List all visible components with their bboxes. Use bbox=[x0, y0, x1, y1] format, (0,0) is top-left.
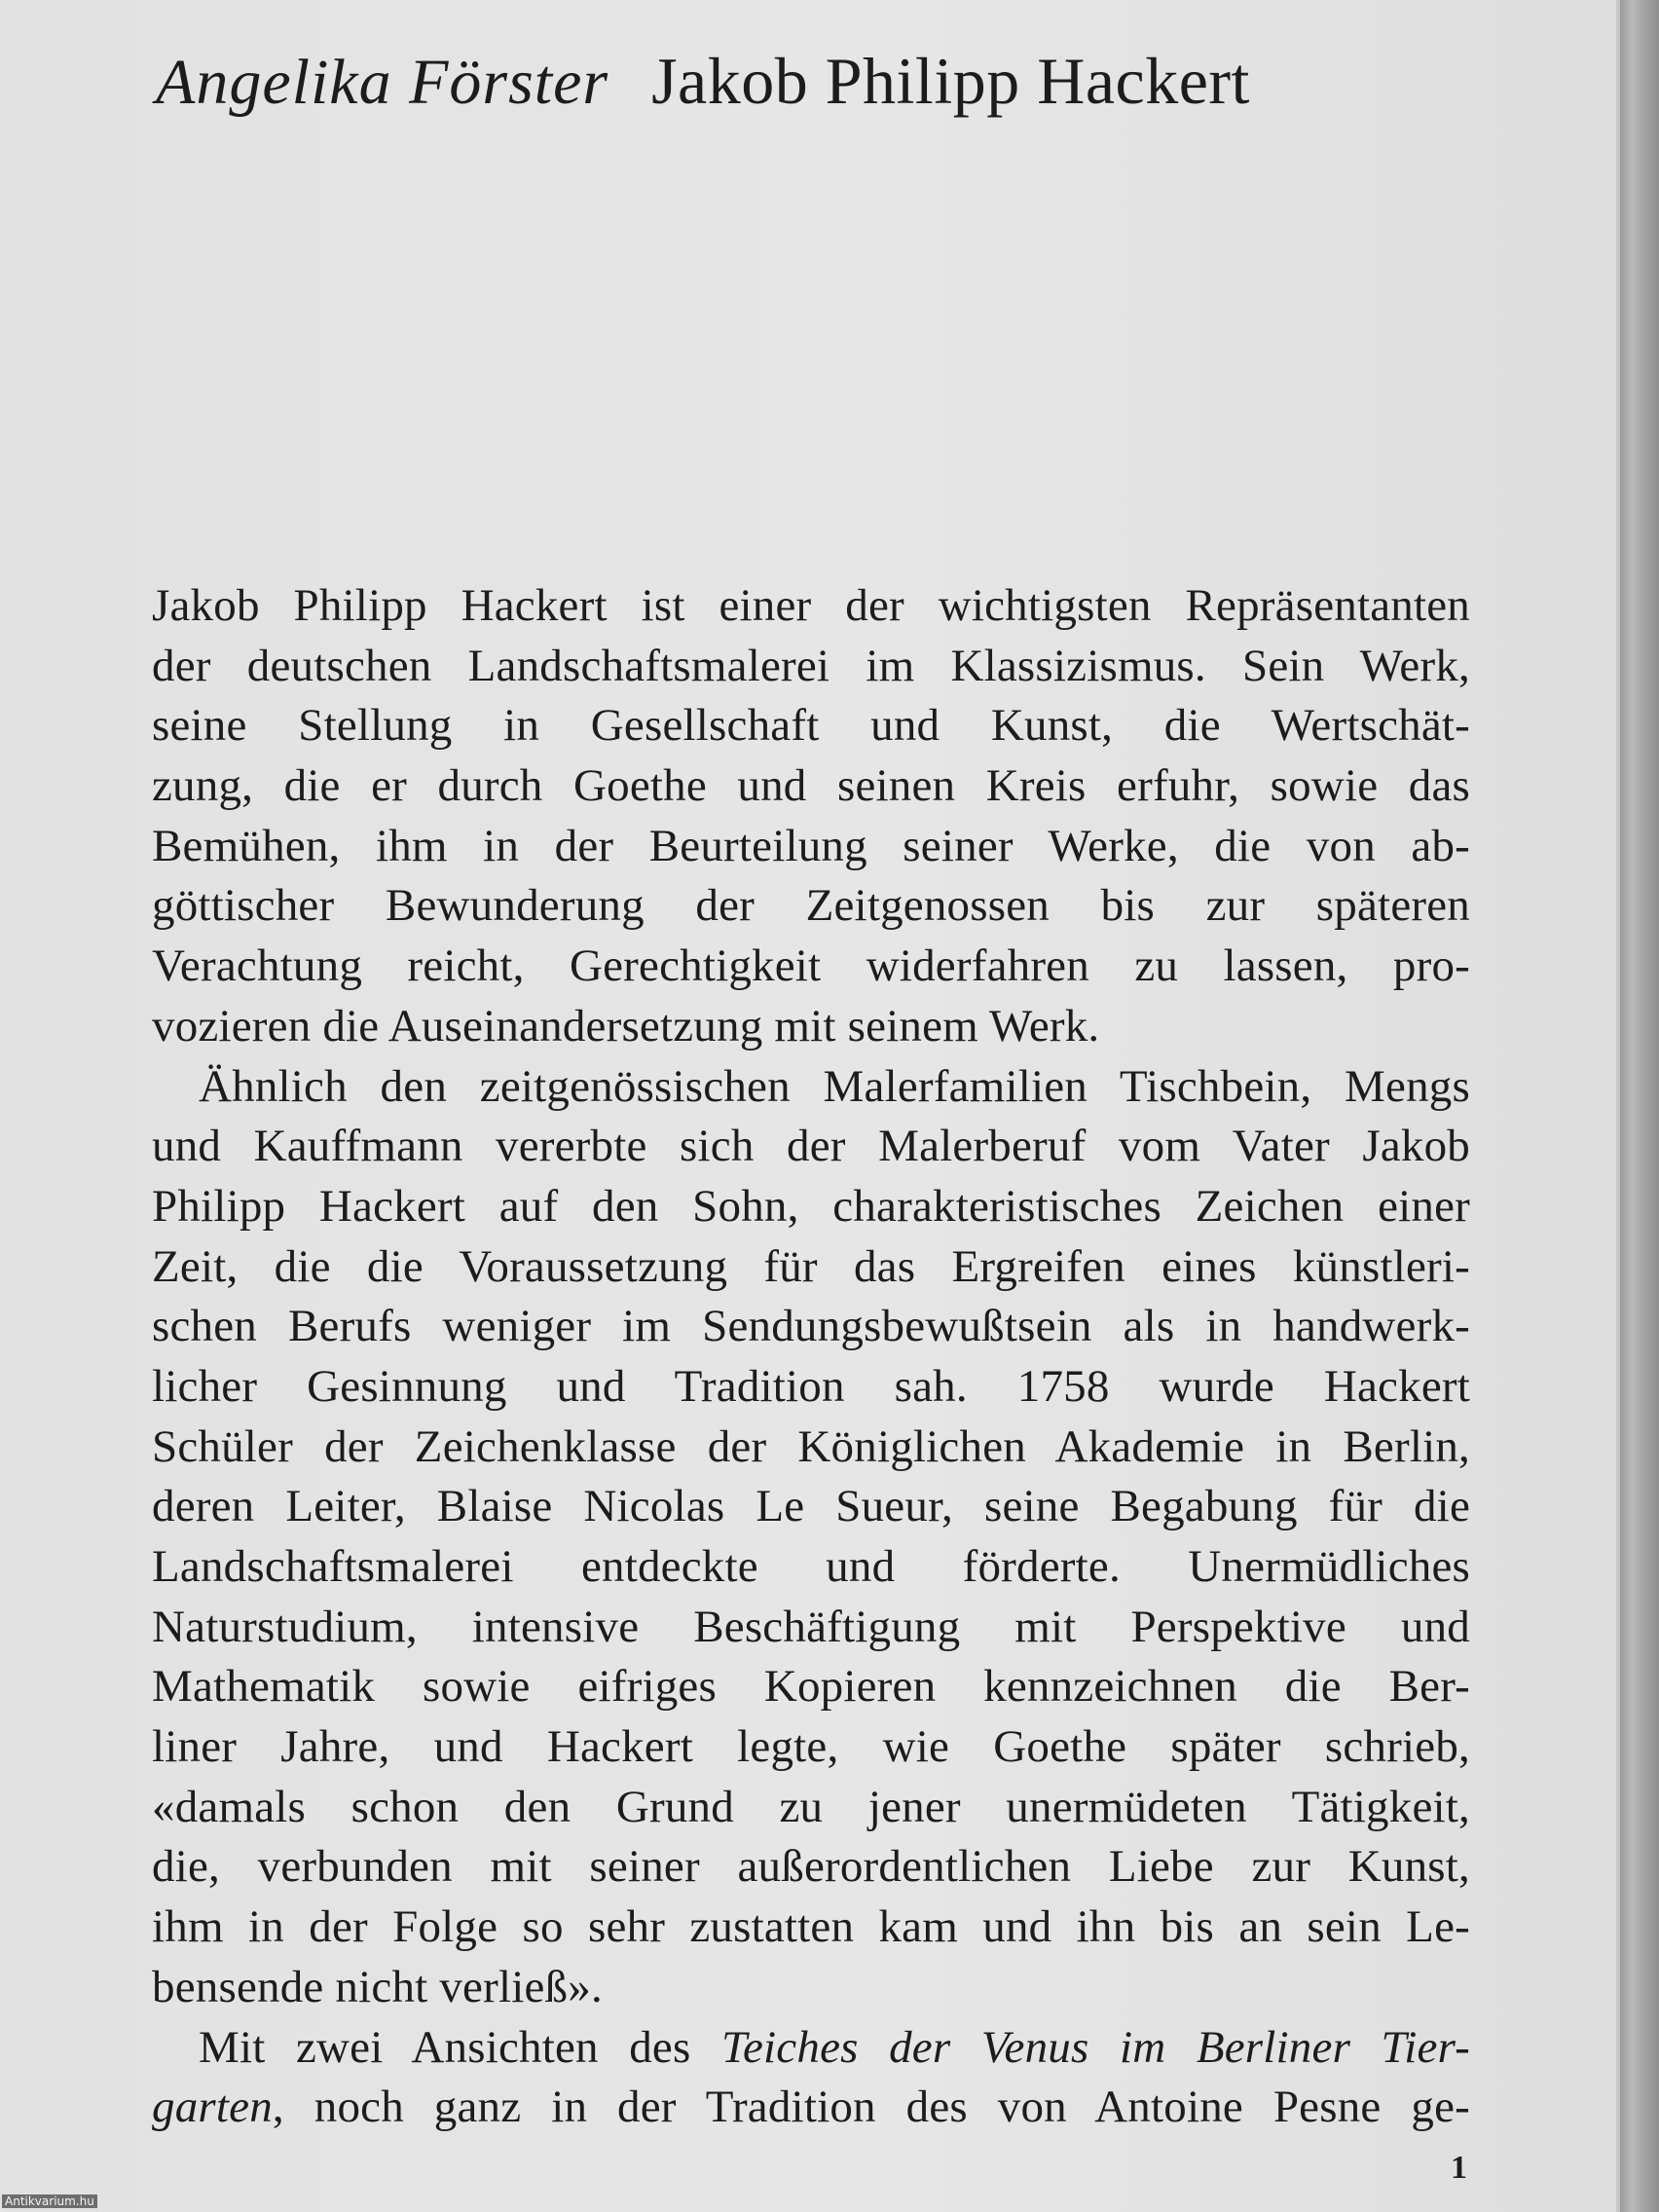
line-text: Philipp Hackert auf den Sohn, charakteristisches Zeichen einer bbox=[152, 1180, 1470, 1232]
text-line bbox=[152, 997, 1470, 1057]
text-line bbox=[152, 937, 1470, 997]
text-line bbox=[152, 1657, 1470, 1717]
line-text: «damals schon den Grund zu jener unermüdeten Tätigkeit, bbox=[152, 1781, 1470, 1832]
text-line bbox=[152, 1117, 1470, 1177]
text-line bbox=[152, 637, 1470, 697]
text-line bbox=[152, 2018, 1470, 2079]
line-text: Bemühen, ihm in der Beurteilung seiner Werke, die von ab- bbox=[152, 820, 1470, 871]
line-text: Mathematik sowie eifriges Kopieren kennzeichnen die Ber- bbox=[152, 1661, 1470, 1713]
line-text: und Kauffmann vererbte sich der Malerberuf vom Vater Jakob bbox=[152, 1121, 1470, 1172]
paragraph bbox=[152, 576, 1470, 1057]
line-text: deren Leiter, Blaise Nicolas Le Sueur, seine Begabung für die bbox=[152, 1481, 1470, 1532]
line-text: Jakob Philipp Hackert ist einer der wichtigsten Repräsentanten bbox=[152, 580, 1470, 631]
binding-shadow bbox=[1620, 0, 1659, 2212]
text-line bbox=[152, 1477, 1470, 1537]
text-line bbox=[152, 1418, 1470, 1478]
line-text: vozieren die Auseinandersetzung mit seinem Werk. bbox=[152, 1000, 1100, 1051]
text-line bbox=[152, 1177, 1470, 1237]
line-text: göttischer Bewunderung der Zeitgenossen bis zur späteren bbox=[152, 880, 1470, 932]
italic-text: garten bbox=[152, 2082, 273, 2133]
text-line bbox=[152, 1598, 1470, 1658]
line-text: die, verbunden mit seiner außerordentlichen Liebe zur Kunst, bbox=[152, 1841, 1470, 1893]
line-text: liner Jahre, und Hackert legte, wie Goethe später schrieb, bbox=[152, 1721, 1470, 1773]
body-text bbox=[152, 576, 1470, 2138]
line-text: licher Gesinnung und Tradition sah. 1758 wurde Hackert bbox=[152, 1360, 1470, 1412]
author-name: Angelika Förster bbox=[156, 47, 609, 118]
line-text: Zeit, die die Voraussetzung für das Ergreifen eines künstleri- bbox=[152, 1240, 1470, 1292]
line-text: bensende nicht verließ». bbox=[152, 1961, 603, 2012]
text-line bbox=[152, 1717, 1470, 1778]
text-line bbox=[152, 2078, 1470, 2138]
line-text: Landschaftsmalerei entdeckte und förderte. Unermüdliches bbox=[152, 1541, 1470, 1592]
line-text: Schüler der Zeichenklasse der Königlichen Akademie in Berlin, bbox=[152, 1420, 1470, 1472]
text-line bbox=[152, 756, 1470, 817]
paragraph bbox=[152, 2018, 1470, 2138]
page-number: 1 bbox=[1451, 2150, 1467, 2186]
line-text: Ähnlich den zeitgenössischen Malerfamilien Tischbein, Mengs bbox=[199, 1060, 1470, 1112]
line-text: Naturstudium, intensive Beschäftigung mit Perspektive und bbox=[152, 1601, 1470, 1652]
text-line bbox=[152, 696, 1470, 756]
text-line bbox=[152, 1297, 1470, 1357]
text-line bbox=[152, 1898, 1470, 1958]
text-line bbox=[152, 1537, 1470, 1598]
text-line bbox=[152, 1357, 1470, 1418]
book-title: Jakob Philipp Hackert bbox=[651, 44, 1250, 118]
line-text: Verachtung reicht, Gerechtigkeit widerfahren zu lassen, pro- bbox=[152, 940, 1470, 992]
paragraph bbox=[152, 1057, 1470, 2018]
line-text: der deutschen Landschaftsmalerei im Klassizismus. Sein Werk, bbox=[152, 640, 1470, 691]
watermark: Antikvarium.hu bbox=[2, 2194, 97, 2208]
line-text: schen Berufs weniger im Sendungsbewußtsein als in handwerk- bbox=[152, 1301, 1470, 1352]
line-text: ihm in der Folge so sehr zustatten kam und ihn bis an sein Le- bbox=[152, 1901, 1470, 1953]
page-header bbox=[156, 43, 1250, 120]
text-line bbox=[152, 1778, 1470, 1838]
text-line bbox=[152, 1837, 1470, 1898]
text-line bbox=[152, 1237, 1470, 1298]
text-line bbox=[152, 876, 1470, 937]
text-line bbox=[152, 576, 1470, 637]
line-text: Mit zwei Ansichten des bbox=[199, 2021, 721, 2073]
italic-text: Teiches der Venus im Berliner Tier- bbox=[720, 2021, 1471, 2073]
text-line bbox=[152, 817, 1470, 877]
text-line bbox=[152, 1057, 1470, 1118]
text-line bbox=[152, 1958, 1470, 2018]
line-text: , noch ganz in der Tradition des von Antoine Pesne ge- bbox=[272, 2082, 1470, 2133]
line-text: seine Stellung in Gesellschaft und Kunst, die Wertschät- bbox=[152, 700, 1470, 752]
line-text: zung, die er durch Goethe und seinen Kreis erfuhr, sowie das bbox=[152, 760, 1470, 812]
